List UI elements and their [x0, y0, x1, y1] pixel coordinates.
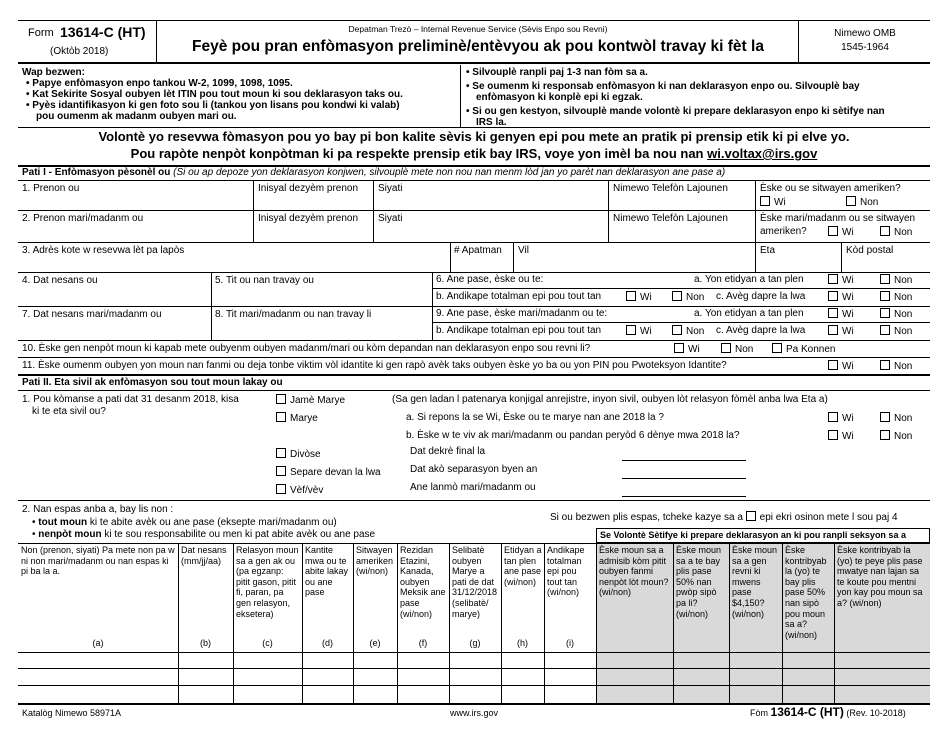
q10-no-checkbox[interactable]: [721, 343, 731, 353]
q6a-label: a. Yon etidyan a tan plen: [694, 274, 804, 285]
table-column-letter: (h): [517, 638, 528, 648]
married-in-year-no-checkbox[interactable]: [880, 412, 890, 422]
form-word: Form: [28, 27, 54, 39]
spouse-middle-initial-field[interactable]: Inisyal dezyèm prenon: [258, 213, 359, 224]
q9b-yes-checkbox[interactable]: [626, 325, 636, 335]
footer-form-id: Fòm 13614-C (HT) (Rev. 10-2018): [750, 705, 906, 719]
q6c-yes-checkbox[interactable]: [828, 291, 838, 301]
form-number: 13614-C (HT): [60, 24, 146, 40]
q9c-label: c. Avèg dapre la lwa: [716, 325, 806, 336]
table-column-header: Andikape totalman epi pou tout tan (wi/non): [547, 545, 585, 598]
table-column-header: Èske kontribyab la (yo) te bay plis pase 50% nan sipò pou moun sa a? (wi/non): [785, 545, 827, 640]
spouse-last-name-field[interactable]: Siyati: [378, 213, 403, 224]
citizen-question: Èske ou se sitwayen ameriken?: [760, 183, 901, 194]
table-column-letter: (e): [369, 638, 381, 648]
spouse-death-year-label: Ane lanmò mari/madanm ou: [410, 482, 536, 493]
table-column-letter: (c): [262, 638, 273, 648]
spouse-citizen-yes-checkbox[interactable]: [828, 226, 838, 236]
table-column-letter: (f): [418, 638, 428, 648]
never-married-checkbox[interactable]: [276, 394, 286, 404]
q6a-yes-checkbox[interactable]: [828, 274, 838, 284]
married-in-year-question: a. Si repons la se Wi, Èske ou te marye nan ane 2018 la ?: [406, 412, 664, 423]
married-checkbox[interactable]: [276, 412, 286, 422]
need-title: Wap bezwen:: [22, 67, 85, 78]
instruction-item: enfòmasyon ki konplè epi ki egzak.: [476, 92, 643, 103]
more-space-checkbox[interactable]: [746, 511, 756, 521]
married-note: (Sa gen ladan l patenarya konjigal anrejistre, inyon sivil, oubyen lòt relasyon fòmèl anba lwa Eta a): [392, 394, 828, 405]
q11-label: 11. Èske oumenm oubyen yon moun nan fanmi ou deja tonbe viktim vòl idantite ki gen rapò avèk taks oubyen èske yo ba ou yon PIN pou Pwoteksyon Idantite?: [22, 360, 727, 371]
marital-status-question-cont: ki te eta sivil ou?: [32, 406, 106, 417]
q9a-label: a. Yon etidyan a tan plen: [694, 308, 804, 319]
form-date: (Oktòb 2018): [50, 46, 109, 57]
table-column-header: Relasyon moun sa a gen ak ou (pa egzanp: pitit gason, pitit fi, paran, pa gen relasyon, eksetera): [236, 545, 299, 619]
divorced-checkbox[interactable]: [276, 448, 286, 458]
spouse-birth-date-field[interactable]: 7. Dat nesans mari/madanm ou: [22, 309, 162, 320]
lived-with-spouse-yes-checkbox[interactable]: [828, 430, 838, 440]
citizen-no-checkbox[interactable]: [846, 196, 856, 206]
need-item: • Papye enfòmasyon enpo tankou W-2, 1099, 1098, 1095.: [26, 78, 293, 89]
divorce-date-label: Dat dekrè final la: [410, 446, 486, 457]
household-bullet: • tout moun ki te abite avèk ou ane pase (eksepte mari/madanm ou): [32, 517, 337, 528]
q9a-yes-checkbox[interactable]: [828, 308, 838, 318]
spouse-citizen-no-checkbox[interactable]: [880, 226, 890, 236]
form-page: Form 13614-C (HT) (Oktòb 2018) Depatman Trezò – Internal Revenue Service (Sèvis Enpo sou Revni) Feyè pou pran enfòmasyon preliminè/entèvyou ak pou kontwòl travay ki fèt la Nimewo OMB 1545-1964 Wap bezwen: • Papye enfòmasyon enpo tankou W-2, 1099, 1098, 1095. • Kat Sekirite Sosyal oubyen lèt ITIN pou tout moun ki sou deklarasyon taks ou. • Pyès idantifikasyon ki gen foto sou li (tankou yon lisans pou kondwi ki valab) pou oumenm ak madanm oubyen mari ou. • Silvouplè ranpli paj 1-3 nan fòm sa a. • Se oumenm ki responsab enfòmasyon ki nan deklarasyon enpo ou. Silvouplè bay enfòmasyon ki konplè epi ki egzak. • Si ou gen kestyon, silvouplè mande volontè ki prepare deklarasyon enpo ki sètifye nan IRS la. Volontè yo resevwa fòmasyon pou yo bay pi bon kalite sèvis ki genyen epi pou mete an pratik pi prensip etik ki pi elve yo. Pou rapòte nenpòt konpòtman ki pa respekte prensip etik bay IRS, voye yon imèl ba nou nan wi.voltax@irs.gov Pati I - Enfòmasyon pèsonèl ou (Si ou ap depoze yon deklarasyon konjwen, silvouplè mete non nou nan menm lòd jan yo parèt nan deklarasyon ane pase a) 1. Prenon ou Inisyal dezyèm prenon Siyati Nimewo Telefòn Lajounen Èske ou se sitwayen ameriken? Wi Non 2. Prenon mari/madanm ou Inisyal dezyèm prenon Siyati Nimewo Telefòn Lajounen Èske mari/madanm ou se sitwayen ameriken? Wi Non 3. Adrès kote w resevwa lèt pa lapòs # Apatman Vil Eta Kòd postal 4. Dat nesans ou 5. Tit ou nan travay ou 6. Ane pase, èske ou te: a. Yon etidyan a tan plen Wi Non b. Andikape totalman epi pou tout tan Wi Non c. Avèg dapre la lwa Wi Non 7. Dat nesans mari/madanm ou 8. Tit mari/madanm ou nan travay li 9. Ane pase, èske mari/madanm ou te: a. Yon etidyan a tan plen Wi Non b. Andikape totalman epi pou tout tan Wi Non c. Avèg dapre la lwa Wi Non 10. Èske gen nenpòt moun ki kapab mete oubyenm oubyen madanm/mari ou kòm depandan nan deklarasyon enpo sou revni li? Wi Non Pa Konnen 11. Èske oumenm oubyen yon moun nan fanmi ou deja tonbe viktim vòl idantite ki gen rapò avèk taks oubyen èske yo ba ou yon PIN pou Pwoteksyon Idantite? Wi Non Pati II. Eta sivil ak enfòmasyon sou tout moun lakay ou 1. Pou kòmanse a pati dat 31 desanm 2018, kisa ki te eta sivil ou? Jamè Marye Marye (Sa gen ladan l patenarya konjigal anrejistre, inyon sivil, oubyen lòt relasyon fòmèl anba lwa Eta a) a. Si repons la se Wi, Èske ou te marye nan ane 2018 la ? Wi Non b. Èske w te viv ak mari/madanm ou pandan peryòd 6 dènye mwa 2018 la? Wi Non Divòse Dat dekrè final la Separe devan la lwa Dat akò separasyon byen an Vèf/vèv Ane lanmò mari/madanm ou 2. Nan espas anba a, bay lis non : • tout moun ki te abite avèk ou ane pase (eksepte mari/madanm ou) • nenpòt moun ki te sou responsabilite ou men ki pat abite avèk ou ane pase Si ou bezwen plis espas, tcheke kazye sa a epi ekri osinon mete l sou paj 4 Se Volontè Sètifye ki prepare deklarasyon an ki pou ranpli seksyon sa a Katalòg Nimewo 58971A www.irs.gov Fòm 13614-C (HT) (Rev. 10-2018) Non (prenon, siyati) Pa mete non pa w ni non mari/madanm ou nan espas ki pi ba la a. (a) Dat nesans (mm/jj/aa) (b) Relasyon moun sa a gen ak ou (pa egzanp: pitit gason, pitit fi, paran, pa gen relasyon, eksetera) (c) Kantite mwa ou te abite lakay ou ane pase (d) Sitwayen ameriken (wi/non) (e) Rezidan Etazini, Kanada, oubyen Meksik ane pase (wi/non) (f) Selibatè oubyen Marye a pati de dat 31/12/2018 (selibatè/ marye) (g) Etidyan a tan plen ane pase (wi/non) (h) Andikape totalman epi pou tout tan (wi/non) (i) Èske moun sa a admisib kòm pitit oubyen fanmi nenpòt lòt moun? (wi/non) Èske moun sa a te bay plis pase 50% nan pwòp sipò pa li? (wi/non) Èske moun sa a gen revni ki mwens pase $4,150? (wi/non) Èske kontribyab la (yo) te bay plis pase 50% nan sipò pou moun sa a? (wi/non) Èske kontribyab la (yo) te peye plis pase mwatye nan lajan sa te koute pou mentni yon kay pou moun sa a? (wi/non): [18, 20, 930, 717]
separated-checkbox[interactable]: [276, 466, 286, 476]
q6c-no-checkbox[interactable]: [880, 291, 890, 301]
household-bullet: • nenpòt moun ki te sou responsabilite ou men ki pat abite avèk ou ane pase: [32, 529, 376, 540]
job-title-field[interactable]: 5. Tit ou nan travay ou: [215, 275, 314, 286]
household-list-instruction: 2. Nan espas anba a, bay lis non :: [22, 504, 174, 515]
need-item: • Pyès idantifikasyon ki gen foto sou li (tankou yon lisans pou kondwi ki valab): [26, 100, 400, 111]
instruction-item: • Si ou gen kestyon, silvouplè mande volontè ki prepare deklarasyon enpo ki sètifye nan: [466, 106, 885, 117]
spouse-citizen-question: Èske mari/madanm ou se sitwayen: [760, 213, 916, 224]
first-name-field[interactable]: 1. Prenon ou: [22, 183, 80, 194]
table-column-header: Non (prenon, siyati) Pa mete non pa w ni non mari/madanm ou nan espas ki pi ba la a.: [21, 545, 175, 577]
q9-label: 9. Ane pase, èske mari/madanm ou te:: [436, 308, 608, 319]
omb-number: 1545-1964: [841, 42, 889, 53]
table-column-letter: (g): [469, 638, 481, 648]
q6-label: 6. Ane pase, èske ou te:: [436, 274, 544, 285]
marital-status-question: 1. Pou kòmanse a pati dat 31 desanm 2018, kisa: [22, 394, 239, 405]
last-name-field[interactable]: Siyati: [378, 183, 403, 194]
certified-volunteer-header-text: Se Volontè Sètifye ki prepare deklarasyon an ki pou ranpli seksyon sa a: [600, 530, 906, 540]
zip-field[interactable]: Kòd postal: [846, 245, 894, 256]
q10-label: 10. Èske gen nenpòt moun ki kapab mete oubyenm oubyen madanm/mari ou kòm depandan nan deklarasyon enpo sou revni li?: [22, 343, 591, 354]
separation-date-field[interactable]: [622, 478, 746, 479]
table-column-header: Selibatè oubyen Marye a pati de dat 31/12/2018 (selibatè/ marye): [452, 545, 498, 619]
table-column-header: Èske moun sa a te bay plis pase 50% nan pwòp sipò pa li? (wi/non): [676, 545, 722, 619]
q11-no-checkbox[interactable]: [880, 360, 890, 370]
state-field[interactable]: Eta: [760, 245, 776, 256]
table-column-letter: (b): [200, 638, 211, 648]
q6a-no-checkbox[interactable]: [880, 274, 890, 284]
irs-website: www.irs.gov: [449, 708, 498, 718]
table-column-letter: (d): [322, 638, 333, 648]
q9b-label: b. Andikape totalman epi pou tout tan: [436, 325, 602, 336]
q10-yes-checkbox[interactable]: [674, 343, 684, 353]
spouse-citizen-question-cont: ameriken?: [760, 226, 807, 237]
table-column-header: Rezidan Etazini, Kanada, oubyen Meksik ane pase (wi/non): [400, 545, 446, 619]
birth-date-field[interactable]: 4. Dat nesans ou: [22, 275, 98, 286]
instruction-item: • Silvouplè ranpli paj 1-3 nan fòm sa a.: [466, 67, 648, 78]
citizen-yes-checkbox[interactable]: [760, 196, 770, 206]
agency-name: Depatman Trezò – Internal Revenue Service (Sèvis Enpo sou Revni): [348, 24, 608, 34]
city-field[interactable]: Vil: [518, 245, 529, 256]
need-item: • Kat Sekirite Sosyal oubyen lèt ITIN pou tout moun ki sou deklarasyon taks ou.: [26, 89, 403, 100]
q11-yes-checkbox[interactable]: [828, 360, 838, 370]
q9b-no-checkbox[interactable]: [672, 325, 682, 335]
q9c-no-checkbox[interactable]: [880, 325, 890, 335]
volunteer-note: Volontè yo resevwa fòmasyon pou yo bay pi bon kalite sèvis ki genyen epi pou mete an pratik pi prensip etik ki pi elve yo.: [98, 129, 850, 144]
q10-unsure-checkbox[interactable]: [772, 343, 782, 353]
omb-label: Nimewo OMB: [834, 28, 896, 39]
spouse-phone-field[interactable]: Nimewo Telefòn Lajounen: [613, 213, 728, 224]
table-column-letter: (i): [566, 638, 574, 648]
apartment-field[interactable]: # Apatman: [454, 245, 502, 256]
q6b-label: b. Andikape totalman epi pou tout tan: [436, 291, 602, 302]
table-column-header: Kantite mwa ou te abite lakay ou ane pase: [305, 545, 349, 598]
q9a-no-checkbox[interactable]: [880, 308, 890, 318]
q6b-no-checkbox[interactable]: [672, 291, 682, 301]
table-column-letter: (a): [92, 638, 104, 648]
part1-heading: Pati I - Enfòmasyon pèsonèl ou (Si ou ap depoze yon deklarasyon konjwen, silvouplè mete non nou nan menm lòd jan yo parèt nan deklarasyon ane pase a): [22, 167, 726, 178]
spouse-first-name-field[interactable]: 2. Prenon mari/madanm ou: [22, 213, 144, 224]
q9c-yes-checkbox[interactable]: [828, 325, 838, 335]
daytime-phone-field[interactable]: Nimewo Telefòn Lajounen: [613, 183, 728, 194]
table-column-header: Èske moun sa a gen revni ki mwens pase $4,150? (wi/non): [732, 545, 778, 619]
separation-date-label: Dat akò separasyon byen an: [410, 464, 538, 475]
widowed-checkbox[interactable]: [276, 484, 286, 494]
spouse-death-year-field[interactable]: [622, 496, 746, 497]
middle-initial-field[interactable]: Inisyal dezyèm prenon: [258, 183, 359, 194]
q6c-label: c. Avèg dapre la lwa: [716, 291, 806, 302]
q6b-yes-checkbox[interactable]: [626, 291, 636, 301]
table-column-header: Dat nesans (mm/jj/aa): [181, 545, 227, 566]
mailing-address-field[interactable]: 3. Adrès kote w resevwa lèt pa lapòs: [22, 245, 185, 256]
lived-with-spouse-question: b. Èske w te viv ak mari/madanm ou pandan peryòd 6 dènye mwa 2018 la?: [406, 430, 740, 441]
instruction-item: • Se oumenm ki responsab enfòmasyon ki nan deklarasyon enpo ou. Silvouplè bay: [466, 81, 860, 92]
table-column-header: Èske kontribyab la (yo) te peye plis pase mwatye nan lajan sa te koute pou mentni yon kay pou moun sa a? (wi/non): [837, 545, 923, 609]
lived-with-spouse-no-checkbox[interactable]: [880, 430, 890, 440]
ethics-email-link[interactable]: wi.voltax@irs.gov: [707, 146, 818, 161]
table-column-header: Sitwayen ameriken (wi/non): [356, 545, 394, 577]
table-column-header: Èske moun sa a admisib kòm pitit oubyen fanmi nenpòt lòt moun? (wi/non): [599, 545, 669, 598]
more-space-note: Si ou bezwen plis espas, tcheke kazye sa a epi ekri osinon mete l sou paj 4: [550, 512, 898, 523]
form-title: Feyè pou pran enfòmasyon preliminè/entèvyou ak pou kontwòl travay ki fèt la: [192, 38, 764, 55]
spouse-job-title-field[interactable]: 8. Tit mari/madanm ou nan travay li: [215, 309, 372, 320]
table-column-header: Etidyan a tan plen ane pase (wi/non): [504, 545, 542, 587]
part2-heading: Pati II. Eta sivil ak enfòmasyon sou tout moun lakay ou: [22, 377, 283, 388]
divorce-date-field[interactable]: [622, 460, 746, 461]
ethics-report-note: Pou rapòte nenpòt konpòtman ki pa respekte prensip etik bay IRS, voye yon imèl ba nou nan wi.voltax@irs.gov: [130, 146, 818, 161]
need-item: pou oumenm ak madanm oubyen mari ou.: [36, 111, 237, 122]
instruction-item: IRS la.: [476, 117, 507, 128]
married-in-year-yes-checkbox[interactable]: [828, 412, 838, 422]
catalog-number: Katalòg Nimewo 58971A: [22, 708, 122, 718]
